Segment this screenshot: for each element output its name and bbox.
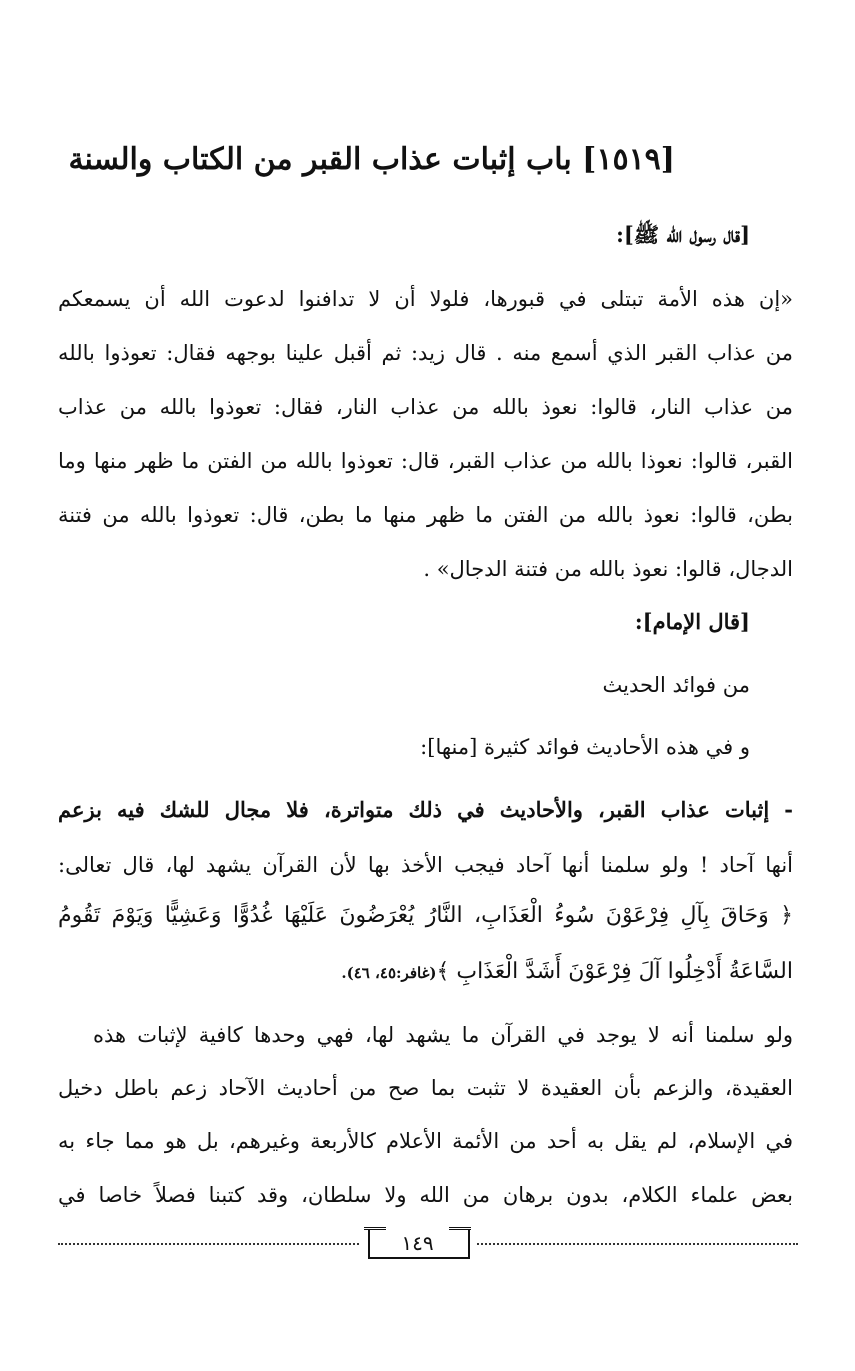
point-line: - إثبات عذاب القبر، والأحاديث في ذلك متواترة، فلا مجال للشك فيه بزعم [58, 797, 793, 822]
point-line: أنها آحاد ! ولو سلمنا أنها آحاد فيجب الأخذ بها لأن القرآن يشهد لها، قال تعالى: [58, 853, 793, 877]
imam-heading: [قال الإمام]: [634, 609, 750, 634]
closing-line: العقيدة، والزعم بأن العقيدة لا تثبت بما صح من أحاديث الآحاد زعم باطل دخيل [58, 1076, 793, 1100]
quran-verse-line [58, 956, 793, 989]
benefits-intro: و في هذه الأحاديث فوائد كثيرة [منها]: [420, 735, 750, 759]
quran-reference: (غافر:٤٥، ٤٦). [341, 964, 437, 982]
page-number: ١٤٩ [401, 1231, 434, 1255]
hadith-line: من عذاب النار، قالوا: نعوذ بالله من عذاب النار، فقال: تعوذوا بالله من عذاب [58, 395, 793, 419]
page-number-badge [360, 1227, 475, 1261]
quran-verse-line: ﴿ وَحَاقَ بِآلِ فِرْعَوْنَ سُوءُ الْعَذَابِ، النَّارُ يُعْرَضُونَ عَلَيْهَا غُدُوًّا وَعَشِيًّا وَيَوْمَ تَقُومُ [58, 903, 793, 928]
hadith-line: الدجال، قالوا: نعوذ بالله من فتنة الدجال» . [423, 557, 793, 581]
closing-line: ولو سلمنا أنه لا يوجد في القرآن ما يشهد لها، فهي وحدها كافية لإثبات هذه [93, 1023, 793, 1047]
benefits-heading: من فوائد الحديث [602, 673, 750, 697]
closing-line: بعض علماء الكلام، بدون برهان من الله ولا سلطان، وقد كتبنا فصلاً خاصا في [58, 1183, 793, 1207]
hadith-line: «إن هذه الأمة تبتلى في قبورها، فلولا أن لا تدافنوا لدعوت الله أن يسمعكم [58, 287, 793, 311]
hadith-line: بطن، قالوا: نعوذ بالله من الفتن ما ظهر منها ما بطن، قال: تعوذوا بالله من فتنة [58, 503, 793, 527]
hadith-line: القبر، قالوا: نعوذا بالله من عذاب القبر، قال: تعوذوا بالله من الفتن ما ظهر منها وما [58, 449, 793, 473]
quran-verse-text: السَّاعَةُ أَدْخِلُوا آلَ فِرْعَوْنَ أَشَدَّ الْعَذَابِ ﴾ [436, 959, 793, 984]
chapter-title: [١٥١٩] باب إثبات عذاب القبر من الكتاب والسنة [68, 142, 675, 177]
hadith-line: من عذاب القبر الذي أسمع منه . قال زيد: ثم أقبل علينا بوجهه فقال: تعوذوا بالله [58, 341, 793, 365]
prophet-heading: [قال رسول الله ﷺ]: [616, 222, 750, 247]
closing-line: في الإسلام، لم يقل به أحد من الأئمة الأعلام كالأربعة وغيرهم، بل هو مما جاء به [58, 1129, 793, 1153]
